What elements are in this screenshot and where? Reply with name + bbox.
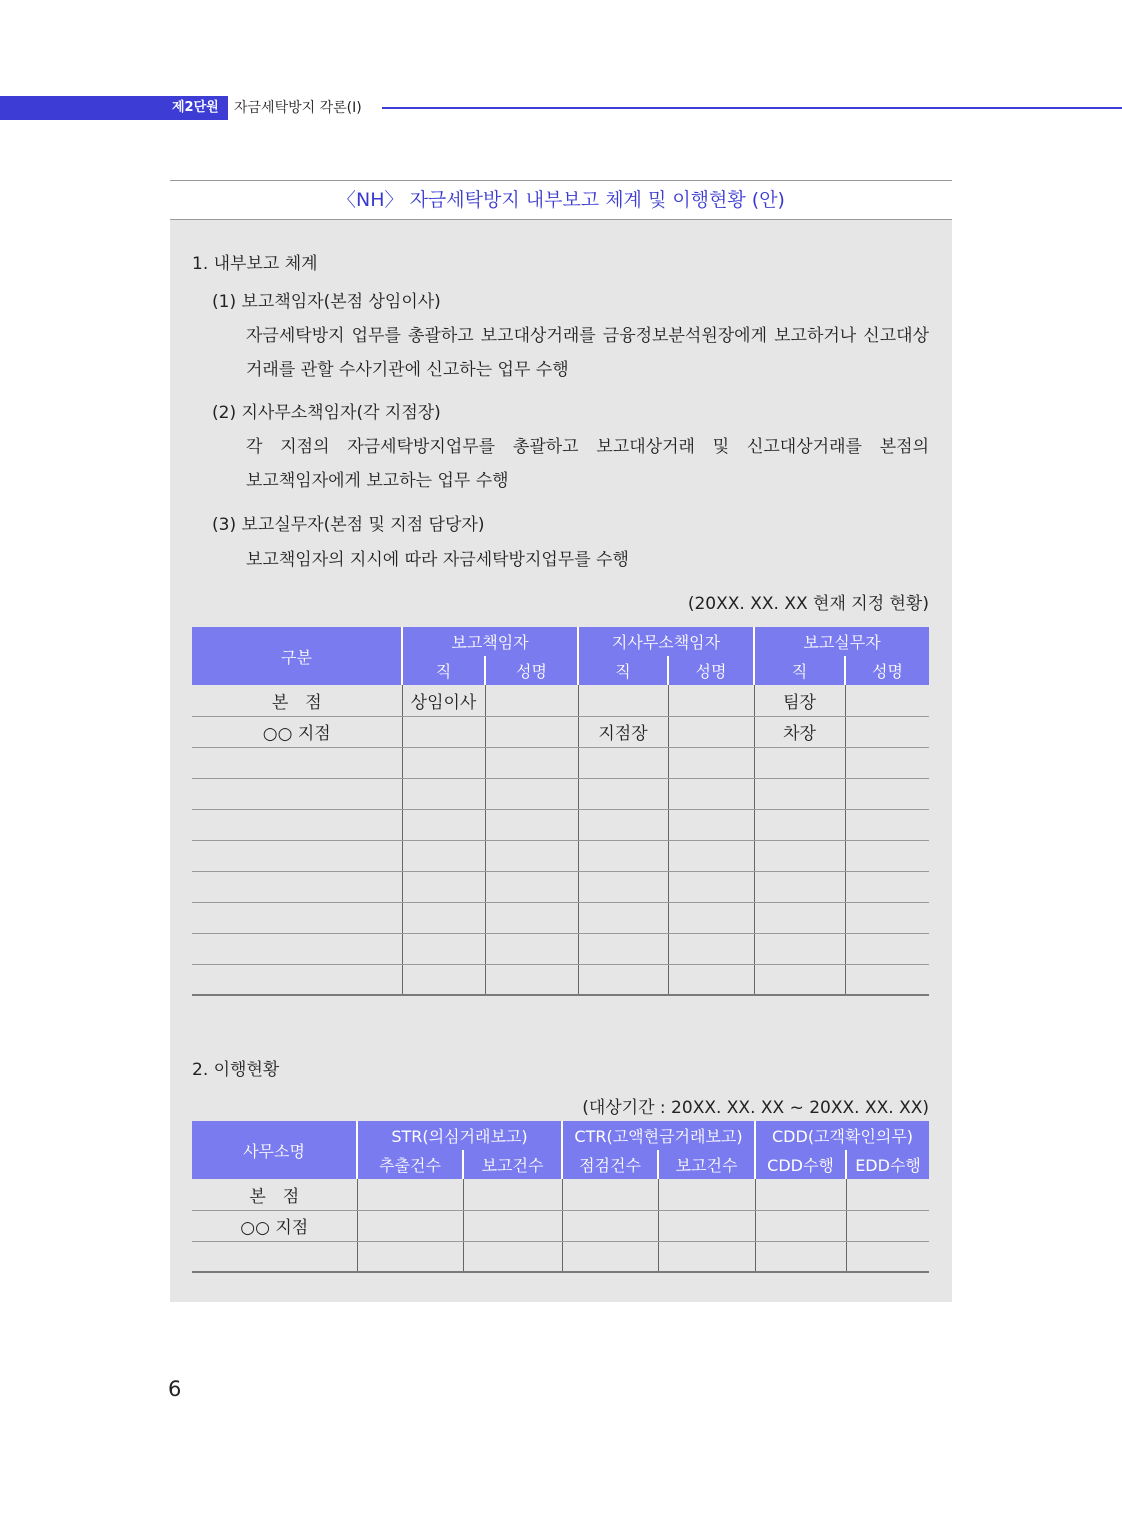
- table-row: [192, 778, 929, 809]
- table-cell: [754, 964, 845, 995]
- table-cell: [754, 778, 845, 809]
- chapter-title: 자금세탁방지 각론(Ⅰ): [234, 100, 362, 116]
- box-title: 〈NH〉 자금세탁방지 내부보고 체계 및 이행현황 (안): [170, 180, 952, 220]
- header-group-reporting-staff: 보고실무자: [754, 627, 929, 656]
- table-cell: [845, 716, 929, 747]
- row-label-cell: [192, 964, 402, 995]
- table-cell: [658, 1241, 755, 1272]
- header-office: 사무소명: [192, 1121, 357, 1179]
- table-cell: [485, 840, 578, 871]
- header-category: 구분: [192, 627, 402, 685]
- item2-line1: 각 지점의 자금세탁방지업무를 총괄하고 보고대상거래 및 신고대상거래를 본점의: [246, 437, 929, 457]
- table-cell: [668, 964, 754, 995]
- item2-line2: 보고책임자에게 보고하는 업무 수행: [246, 471, 509, 491]
- as-of-note: (20XX. XX. XX 현재 지정 현황): [687, 594, 929, 614]
- table-cell: [578, 685, 668, 716]
- table-cell: [402, 778, 485, 809]
- table-cell: [562, 1210, 658, 1241]
- section1-heading: 1. 내부보고 체계: [192, 254, 318, 274]
- table-cell: [845, 809, 929, 840]
- table-cell: [754, 840, 845, 871]
- item3-title: (3) 보고실무자(본점 및 지점 담당자): [212, 515, 485, 535]
- table-cell: [845, 840, 929, 871]
- table-cell: [754, 809, 845, 840]
- table-cell: [845, 902, 929, 933]
- designation-table: [192, 627, 929, 996]
- table-cell: [357, 1210, 463, 1241]
- table-cell: [485, 747, 578, 778]
- table-cell: [485, 809, 578, 840]
- subheader-edd-performed: EDD수행: [846, 1150, 929, 1179]
- implementation-table: [192, 1121, 929, 1273]
- unit-label: 제2단원: [172, 100, 219, 115]
- table-cell: 지점장: [578, 716, 668, 747]
- table-cell: [845, 778, 929, 809]
- table-cell: [845, 685, 929, 716]
- table-cell: [846, 1210, 929, 1241]
- row-label-cell: 본 점: [192, 685, 402, 716]
- table-cell: [755, 1210, 846, 1241]
- table-cell: [402, 964, 485, 995]
- item1-line1: 자금세탁방지 업무를 총괄하고 보고대상거래를 금융정보분석원장에게 보고하거나 신고대상: [246, 326, 929, 346]
- table-row: [192, 1210, 929, 1241]
- period-note: (대상기간 : 20XX. XX. XX ~ 20XX. XX. XX): [582, 1098, 929, 1118]
- table-cell: [754, 933, 845, 964]
- table-cell: [485, 871, 578, 902]
- subheader-name: 성명: [485, 656, 578, 685]
- table-cell: [402, 716, 485, 747]
- table-row: [192, 1241, 929, 1272]
- subheader-position: 직: [402, 656, 485, 685]
- subheader-extracted-count: 추출건수: [357, 1150, 463, 1179]
- table-cell: [845, 871, 929, 902]
- table-cell: [402, 809, 485, 840]
- table-row: [192, 685, 929, 716]
- subheader-position: 직: [754, 656, 845, 685]
- table-cell: 팀장: [754, 685, 845, 716]
- subheader-cdd-performed: CDD수행: [755, 1150, 846, 1179]
- table-cell: [845, 964, 929, 995]
- table-cell: [562, 1241, 658, 1272]
- subheader-reported-count: 보고건수: [658, 1150, 755, 1179]
- table-cell: [845, 933, 929, 964]
- item3-line1: 보고책임자의 지시에 따라 자금세탁방지업무를 수행: [246, 550, 629, 570]
- table-row: [192, 1179, 929, 1210]
- header-group-ctr: CTR(고액현금거래보고): [562, 1121, 755, 1150]
- table-cell: [668, 716, 754, 747]
- table-cell: [668, 933, 754, 964]
- table-cell: [578, 933, 668, 964]
- table-cell: [357, 1241, 463, 1272]
- row-label-cell: [192, 871, 402, 902]
- table-cell: [668, 840, 754, 871]
- subheader-checked-count: 점검건수: [562, 1150, 658, 1179]
- table-cell: [463, 1179, 562, 1210]
- table-cell: [668, 809, 754, 840]
- page-number: 6: [168, 1377, 182, 1401]
- row-label-cell: [192, 809, 402, 840]
- table-cell: [485, 778, 578, 809]
- table-cell: [402, 902, 485, 933]
- table-cell: [485, 716, 578, 747]
- item2-title: (2) 지사무소책임자(각 지점장): [212, 403, 441, 423]
- table-row: [192, 933, 929, 964]
- table-cell: [668, 747, 754, 778]
- table-cell: [463, 1210, 562, 1241]
- table-cell: [578, 871, 668, 902]
- row-label-cell: [192, 902, 402, 933]
- subheader-name: 성명: [668, 656, 754, 685]
- row-label-cell: [192, 747, 402, 778]
- table-cell: [846, 1241, 929, 1272]
- subheader-position: 직: [578, 656, 668, 685]
- header-group-branch-officer: 지사무소책임자: [578, 627, 754, 656]
- table-cell: [402, 747, 485, 778]
- table-row: [192, 840, 929, 871]
- table-cell: [755, 1241, 846, 1272]
- table-cell: [485, 933, 578, 964]
- row-label-cell: [192, 778, 402, 809]
- table-cell: [754, 871, 845, 902]
- table-cell: [578, 747, 668, 778]
- table-cell: [402, 933, 485, 964]
- subheader-reported-count: 보고건수: [463, 1150, 562, 1179]
- table-cell: [658, 1210, 755, 1241]
- section2-heading: 2. 이행현황: [192, 1060, 280, 1080]
- table-cell: [402, 871, 485, 902]
- header-group-cdd: CDD(고객확인의무): [755, 1121, 929, 1150]
- header-rule: [382, 107, 1122, 109]
- header-group-reporting-officer: 보고책임자: [402, 627, 578, 656]
- table-cell: [562, 1179, 658, 1210]
- table-cell: [755, 1179, 846, 1210]
- table-cell: [485, 964, 578, 995]
- table-cell: [668, 902, 754, 933]
- table-row: [192, 716, 929, 747]
- row-label-cell: ○○ 지점: [192, 716, 402, 747]
- table-cell: [658, 1179, 755, 1210]
- table-row: [192, 964, 929, 995]
- table-cell: [578, 840, 668, 871]
- table-cell: [754, 747, 845, 778]
- table-row: [192, 902, 929, 933]
- table-row: [192, 809, 929, 840]
- table-cell: [402, 840, 485, 871]
- row-label-cell: 본 점: [192, 1179, 357, 1210]
- item1-title: (1) 보고책임자(본점 상임이사): [212, 292, 441, 312]
- table-cell: [845, 747, 929, 778]
- header-group-str: STR(의심거래보고): [357, 1121, 562, 1150]
- row-label-cell: [192, 840, 402, 871]
- row-label-cell: [192, 1241, 357, 1272]
- table-cell: [846, 1179, 929, 1210]
- table-cell: [485, 685, 578, 716]
- item1-line2: 거래를 관할 수사기관에 신고하는 업무 수행: [246, 360, 569, 380]
- table-cell: [463, 1241, 562, 1272]
- row-label-cell: ○○ 지점: [192, 1210, 357, 1241]
- table-cell: [578, 902, 668, 933]
- table-cell: [485, 902, 578, 933]
- table-cell: [578, 809, 668, 840]
- table-cell: [578, 964, 668, 995]
- table-cell: [668, 685, 754, 716]
- table-cell: [668, 871, 754, 902]
- table-row: [192, 871, 929, 902]
- subheader-name: 성명: [845, 656, 929, 685]
- table-cell: [357, 1179, 463, 1210]
- row-label-cell: [192, 933, 402, 964]
- table-row: [192, 747, 929, 778]
- table-cell: 차장: [754, 716, 845, 747]
- table-cell: [668, 778, 754, 809]
- table-cell: 상임이사: [402, 685, 485, 716]
- table-cell: [578, 778, 668, 809]
- table-cell: [754, 902, 845, 933]
